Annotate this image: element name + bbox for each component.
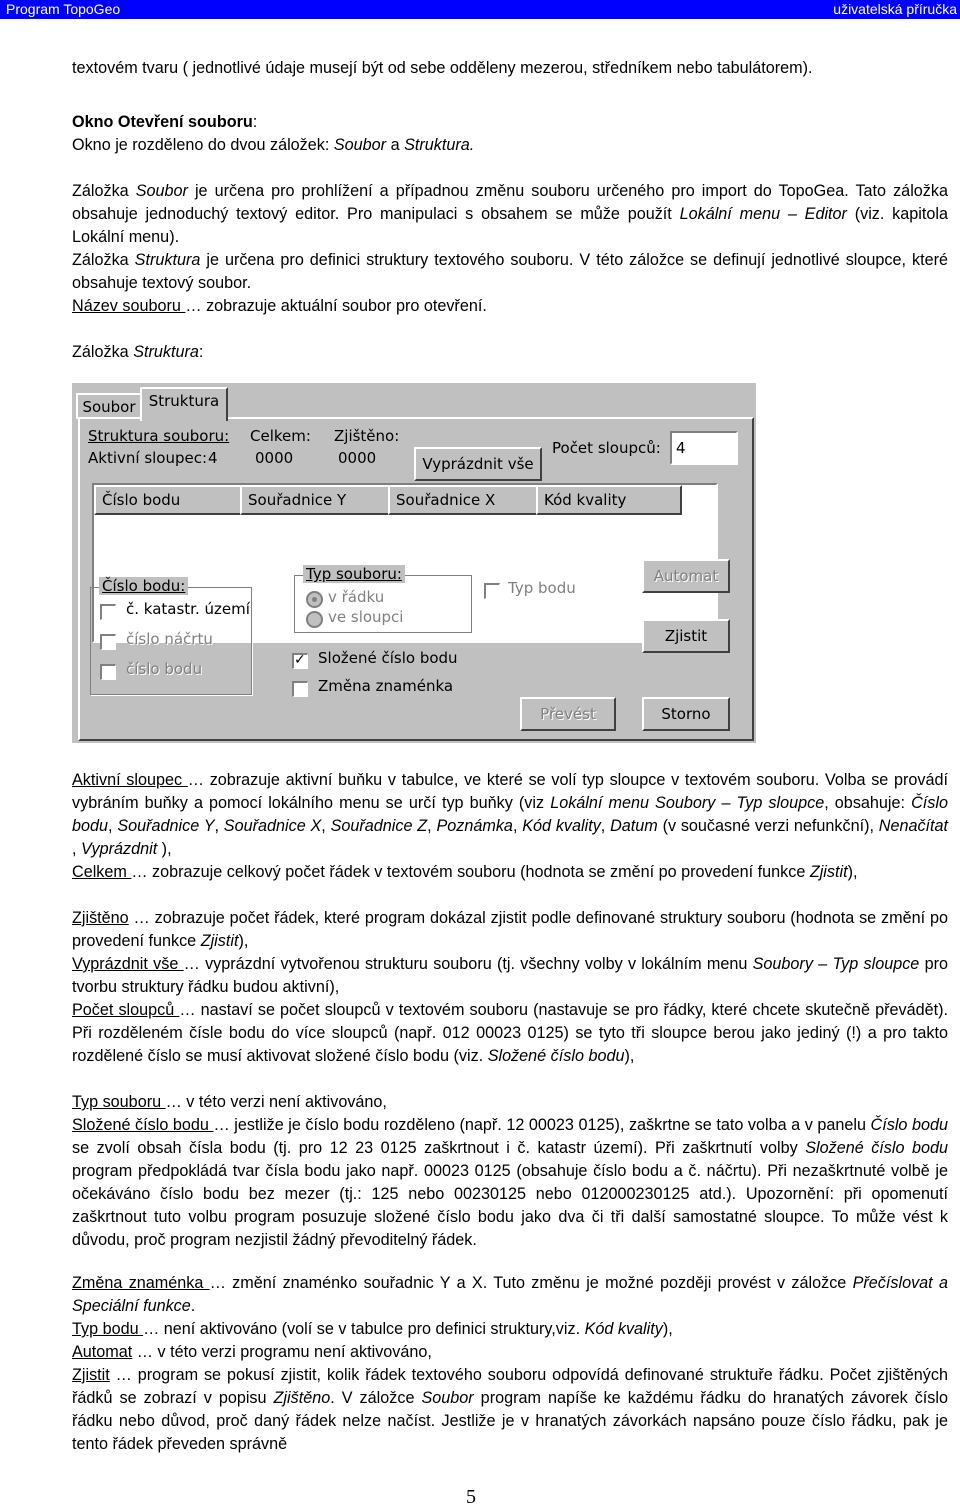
para-typ-souboru	[72, 1091, 948, 1114]
header-title: Program TopoGeo	[6, 1, 121, 17]
text: … vyprázdní vytvořenou strukturu souboru (tj. všechny volby v lokálním menu	[183, 955, 753, 973]
para-soubor	[72, 180, 948, 249]
vyprazdnit-vse-button[interactable]: Vyprázdnit vše	[414, 447, 542, 481]
para-nazev	[72, 295, 948, 318]
italic: Přečíslovat a Speciální funkce	[72, 1274, 948, 1315]
tab-soubor[interactable]: Soubor	[76, 393, 142, 419]
figure-caption	[72, 341, 948, 364]
column-header-kod-kvality[interactable]: Kód kvality	[536, 485, 682, 515]
para-soubor-c: (viz. kapitola Lokální menu).	[72, 205, 948, 246]
para-soubor-a: Záložka	[72, 182, 136, 200]
okno-title: Okno Otevření souboru	[72, 113, 253, 131]
zjisteno-value: 0000	[338, 449, 377, 467]
text: ),	[662, 1320, 673, 1338]
okno-heading	[72, 111, 948, 134]
okno-desc-and: a	[386, 136, 405, 154]
text: … zobrazuje celkový počet řádek v textovém souboru (hodnota se změní po provedení funkce	[131, 863, 810, 881]
okno-colon: :	[252, 113, 258, 131]
italic: Číslo bodu	[72, 794, 948, 835]
text: ),	[238, 932, 249, 950]
italic: Zjistit	[809, 863, 848, 881]
text: se zvolí obsah čísla bodu (tj. pro 12 23 0125 zaškrtnout i č. katastr území). Při zaškrtnutí volby	[72, 1139, 806, 1157]
katastr-label: č. katastr. území	[126, 600, 250, 618]
cislo-nacrtu-label: číslo náčrtu	[126, 630, 213, 648]
term: Počet sloupců	[72, 1001, 180, 1019]
text: ,	[600, 817, 611, 835]
text: ,	[214, 817, 224, 835]
text: … zobrazuje aktivní buňku v tabulce, ve které se volí typ sloupce v textovém souboru. Volba se provádí vybráním buňky a pomocí lokálního menu se určí typ buňky (viz	[72, 771, 948, 812]
para-soubor-b: je určena pro prohlížení a případnou změnu souboru určeného pro import do TopoGea. Tato záložka obsahuje jednoduchý textový editor. Pro manipulaci s obsahem se může použít	[72, 182, 948, 223]
para-celkem	[72, 861, 948, 884]
italic: Souřadnice Z	[330, 817, 428, 835]
para-soubor-menu: Lokální menu – Editor	[679, 205, 847, 223]
slozene-cislo-bodu-checkbox[interactable]	[292, 653, 308, 669]
para-slozene	[72, 1114, 948, 1252]
italic: Soubory – Typ sloupce	[752, 955, 920, 973]
cislo-bodu-group-label: Číslo bodu:	[99, 577, 188, 595]
caption-b: Struktura	[133, 343, 199, 361]
text: program předpokládá tvar čísla bodu jako např. 00023 0125 (obsahuje číslo bodu a č. náčrtu). Při nezaškrtnuté volbě je očekáváno číslo bodu bez mezer (tj.: 125 nebo 00230125 nebo 012000230125 atd.). Upozornění: při opomenutí zaškrtnout tuto volbu program posuzuje složené číslo bodu jako dva či tři další samostatné sloupce. To může vést k důvodu, proč program nezjistil žádný převoditelný řádek.	[72, 1162, 948, 1249]
italic: Vyprázdnit	[81, 840, 158, 858]
zmena-znamenka-checkbox[interactable]	[292, 681, 308, 697]
para-zjisteno	[72, 907, 948, 953]
term: Automat	[72, 1343, 133, 1361]
italic: Souřadnice Y	[117, 817, 215, 835]
cislo-bodu-checkbox[interactable]	[100, 664, 116, 680]
storno-button[interactable]: Storno	[642, 697, 730, 731]
text: … zobrazuje počet řádek, které program dokázal zjistit podle definované struktury souboru (hodnota se změní po provedení funkce	[72, 909, 948, 950]
text: … v této verzi programu není aktivováno,	[132, 1343, 432, 1361]
page-header	[0, 0, 960, 19]
para-pocet-sloupcu	[72, 999, 948, 1068]
italic: Zjistit	[200, 932, 239, 950]
para-vyprazdnit	[72, 953, 948, 999]
okno-desc-text: Okno je rozděleno do dvou záložek:	[72, 136, 334, 154]
typ-bodu-checkbox[interactable]	[484, 583, 500, 599]
text: ),	[624, 1047, 635, 1065]
caption-c: :	[198, 343, 204, 361]
text: ,	[72, 840, 81, 858]
intro-line: textovém tvaru ( jednotlivé údaje musejí být od sebe odděleny mezerou, středníkem nebo tabulátorem).	[72, 59, 813, 77]
text: (v současné verzi nefunkční),	[657, 817, 879, 835]
term: Typ bodu	[72, 1320, 144, 1338]
column-header-souradnice-x[interactable]: Souřadnice X	[388, 485, 538, 515]
v-radku-label: v řádku	[328, 588, 385, 606]
struktura-souboru-label: Struktura souboru:	[88, 427, 230, 445]
para-struktura-b: je určena pro definici struktury textového souboru. V této záložce se definují jednotlivé sloupce, které obsahuje textový soubor.	[72, 251, 948, 292]
katastr-checkbox[interactable]	[100, 604, 116, 620]
text: pro tvorbu struktury řádku budou aktivní),	[72, 955, 948, 996]
italic: Poznámka	[436, 817, 513, 835]
text: … změní znaménko souřadnic Y a X. Tuto změnu je možné později provést v záložce	[209, 1274, 853, 1292]
term: Změna znaménka	[72, 1274, 210, 1292]
text: ,	[321, 817, 331, 835]
text: … není aktivováno (volí se v tabulce pro definici struktury,viz.	[143, 1320, 585, 1338]
page-number: 5	[466, 1486, 476, 1508]
text: program napíše ke každému řádku do hranatých závorek číslo řádku nebo důvod, proč daný řádek nelze načíst. Jestliže je v hranatých závorkách napsáno pouze číslo řádku, pak je tento řádek převeden správně	[72, 1389, 948, 1453]
okno-description	[72, 134, 948, 157]
text: ),	[847, 863, 858, 881]
para-typ-bodu	[72, 1318, 948, 1341]
para-nazev-term: Název souboru	[72, 297, 186, 315]
ve-sloupci-radio[interactable]	[306, 611, 323, 628]
tab-struktura[interactable]: Struktura	[140, 387, 228, 421]
italic: Zjištěno	[273, 1389, 331, 1407]
text: ,	[108, 817, 118, 835]
italic: Kód kvality	[584, 1320, 663, 1338]
text: ,	[427, 817, 437, 835]
italic: Nenačítat	[878, 817, 949, 835]
para-nazev-rest: … zobrazuje aktuální soubor pro otevření.	[185, 297, 487, 315]
italic: Složené číslo bodu	[487, 1047, 625, 1065]
caption-a: Záložka	[72, 343, 134, 361]
cislo-bodu-label: číslo bodu	[126, 660, 203, 678]
italic: Datum	[610, 817, 658, 835]
celkem-label: Celkem:	[250, 427, 311, 445]
column-header-souradnice-y[interactable]: Souřadnice Y	[240, 485, 390, 515]
zjistit-button[interactable]: Zjistit	[642, 619, 730, 653]
italic: Kód kvality	[522, 817, 601, 835]
term: Zjistit	[72, 1366, 110, 1384]
text: … v této verzi není aktivováno,	[165, 1093, 387, 1111]
struktura-dialog	[72, 383, 756, 743]
cislo-nacrtu-checkbox[interactable]	[100, 634, 116, 650]
zmena-znamenka-label: Změna znaménka	[318, 677, 454, 695]
okno-desc-struktura: Struktura.	[404, 136, 475, 154]
term: Typ souboru	[72, 1093, 166, 1111]
slozene-cislo-bodu-label: Složené číslo bodu	[318, 649, 458, 667]
para-automat	[72, 1341, 948, 1364]
okno-desc-soubor: Soubor	[333, 136, 387, 154]
pocet-sloupcu-input[interactable]: 4	[670, 431, 738, 465]
term: Vyprázdnit vše	[72, 955, 184, 973]
text: ,	[512, 817, 523, 835]
para-struktura-a: Záložka	[72, 251, 135, 269]
para-zjistit	[72, 1364, 948, 1456]
para-struktura	[72, 249, 948, 295]
zjisteno-label: Zjištěno:	[334, 427, 400, 445]
typ-bodu-label: Typ bodu	[508, 579, 576, 597]
text: … program se pokusí zjistit, kolik řádek textového souboru odpovídá definované struktuře řádku. Počet zjištěných řádků se zobrazí v popisu	[72, 1366, 948, 1407]
ve-sloupci-label: ve sloupci	[328, 608, 404, 626]
italic: Souřadnice X	[223, 817, 322, 835]
automat-button[interactable]: Automat	[642, 559, 730, 593]
term: Složené číslo bodu	[72, 1116, 214, 1134]
column-header-cislo-bodu[interactable]: Číslo bodu	[94, 485, 242, 515]
prevest-button[interactable]: Převést	[520, 697, 616, 731]
header-subtitle: uživatelská příručka	[833, 1, 957, 17]
italic: Složené číslo bodu	[805, 1139, 948, 1157]
term: Zjištěno	[72, 909, 129, 927]
text: , obsahuje:	[824, 794, 912, 812]
para-soubor-term: Soubor	[135, 182, 188, 200]
para-aktivni-sloupec	[72, 769, 948, 861]
text: … jestliže je číslo bodu rozděleno (např. 12 00023 0125), zaškrtne se tato volba a v panelu	[213, 1116, 871, 1134]
italic: Soubor	[421, 1389, 474, 1407]
text: ),	[157, 840, 172, 858]
term: Aktivní sloupec	[72, 771, 188, 789]
text: … nastaví se počet sloupců v textovém souboru (nastavuje se pro řádky, které chcete skutečně převádět). Při rozděleném čísle bodu do více sloupců (např. 012 00023 0125) se tyto tři sloupce berou jako jediný (!) a pro takto rozdělené číslo se musí aktivovat složené číslo bodu (viz.	[72, 1001, 948, 1065]
italic: Číslo bodu	[870, 1116, 948, 1134]
text: .	[190, 1297, 196, 1315]
typ-souboru-group-label: Typ souboru:	[303, 565, 405, 583]
term: Celkem	[72, 863, 132, 881]
text: . V záložce	[330, 1389, 422, 1407]
para-struktura-term: Struktura	[134, 251, 201, 269]
aktivni-sloupec-label: Aktivní sloupec:	[88, 449, 208, 467]
pocet-sloupcu-label: Počet sloupců:	[552, 439, 661, 457]
celkem-value: 0000	[255, 449, 294, 467]
para-zmena	[72, 1272, 948, 1318]
aktivni-sloupec-value: 4	[208, 449, 218, 467]
italic: Lokální menu Soubory – Typ sloupce	[550, 794, 825, 812]
v-radku-radio[interactable]	[306, 591, 323, 608]
